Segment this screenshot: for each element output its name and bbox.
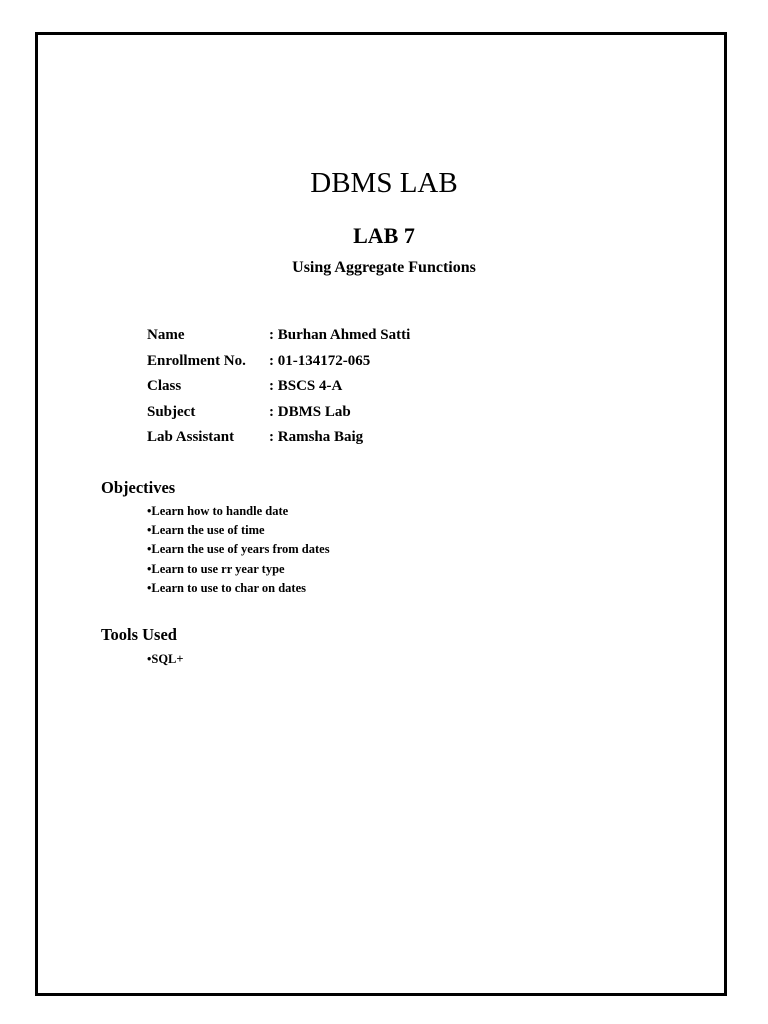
list-item: •Learn to use to char on dates bbox=[147, 580, 307, 595]
document-title: DBMS LAB bbox=[310, 167, 458, 199]
objectives-heading: Objectives bbox=[101, 478, 176, 497]
info-label: Name bbox=[147, 327, 185, 343]
list-item: •Learn to use rr year type bbox=[147, 561, 285, 576]
list-item: •Learn the use of years from dates bbox=[147, 542, 330, 557]
tools-list bbox=[147, 651, 184, 670]
info-label: Lab Assistant bbox=[147, 429, 235, 445]
list-item: •Learn the use of time bbox=[147, 523, 265, 538]
info-label: Class bbox=[147, 378, 182, 394]
lab-topic: Using Aggregate Functions bbox=[292, 259, 476, 276]
info-value: : BSCS 4-A bbox=[269, 378, 343, 394]
info-value: : Burhan Ahmed Satti bbox=[269, 327, 411, 343]
lab-number: LAB 7 bbox=[353, 223, 415, 248]
info-value: : Ramsha Baig bbox=[269, 429, 364, 445]
info-label: Enrollment No. bbox=[147, 352, 246, 369]
list-item: •Learn how to handle date bbox=[147, 504, 289, 518]
info-value: : 01-134172-065 bbox=[269, 352, 371, 369]
list-item: •SQL+ bbox=[147, 652, 184, 666]
objectives-list bbox=[147, 503, 330, 599]
info-label: Subject bbox=[147, 403, 196, 420]
info-value: : DBMS Lab bbox=[269, 403, 351, 420]
tools-heading: Tools Used bbox=[101, 625, 177, 644]
